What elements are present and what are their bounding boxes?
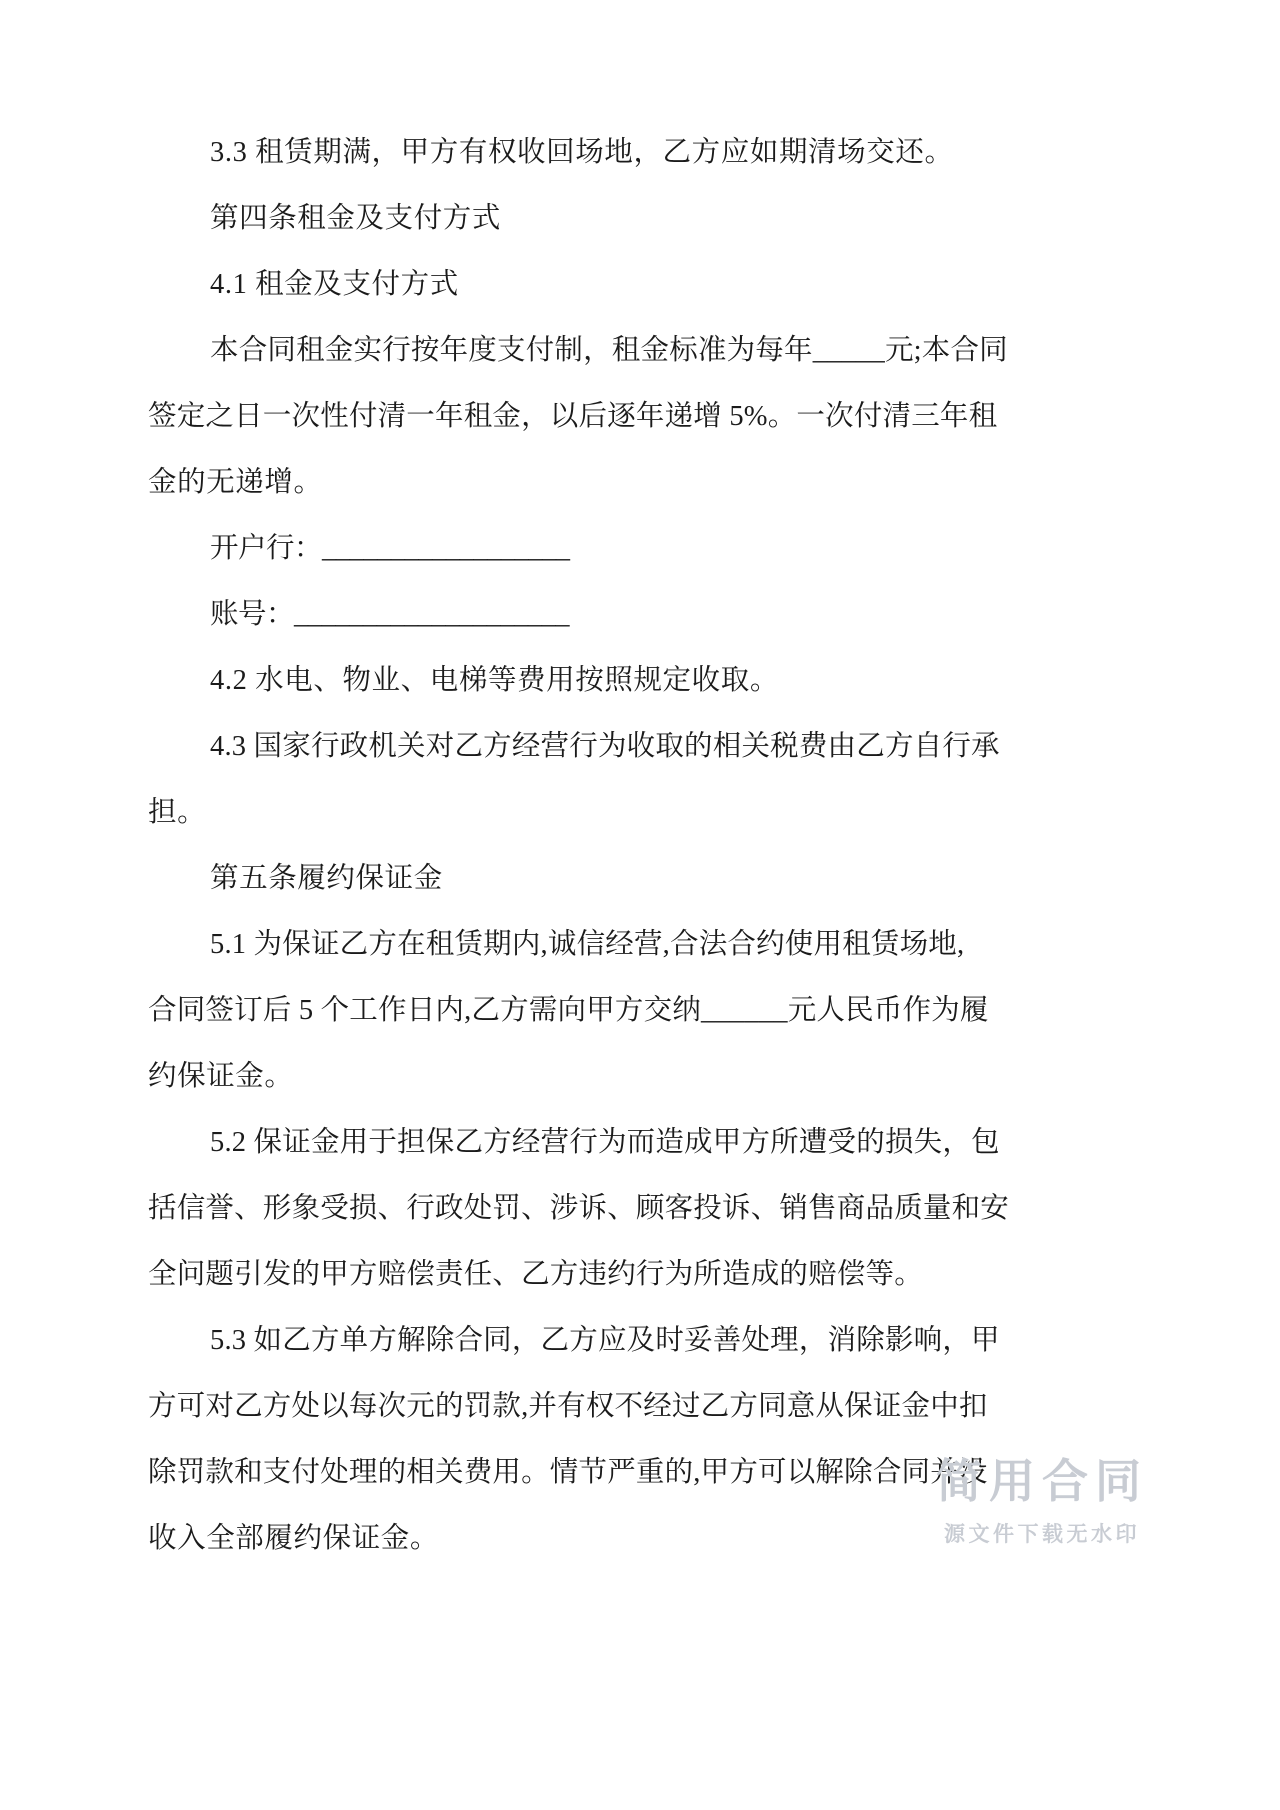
text-line: 账号：____________________ [210,599,570,630]
text-line: 合同签订后 5 个工作日内,乙方需向甲方交纳______元人民币作为履 [148,995,989,1026]
text-line: 4.2 水电、物业、电梯等费用按照规定收取。 [210,665,779,696]
text-line: 第四条租金及支付方式 [210,203,502,234]
text-line: 约保证金。 [148,1061,294,1092]
bank-name-field [148,516,1132,582]
paragraph-clause-3-3 [148,120,1132,186]
paragraph-clause-4-1-body [148,318,1132,516]
text-line: 4.1 租金及支付方式 [210,269,459,300]
paragraph-clause-5-2 [148,1110,1132,1308]
watermark-brand: 简用合同 [936,1454,1148,1509]
paragraph-clause-5-1 [148,912,1132,1110]
paragraph-article-4-heading [148,186,1132,252]
paragraph-clause-4-3 [148,714,1132,846]
text-line: 担。 [148,797,207,828]
paragraph-article-5-heading [148,846,1132,912]
text-line: 5.1 为保证乙方在租赁期内,诚信经营,合法合约使用租赁场地, [210,929,965,960]
paragraph-clause-4-2 [148,648,1132,714]
text-line: 第五条履约保证金 [210,863,443,894]
text-line: 签定之日一次性付清一年租金，以后逐年递增 5%。一次付清三年租 [148,401,998,432]
account-number-field [148,582,1132,648]
text-line: 收入全部履约保证金。 [148,1523,440,1554]
text-line: 本合同租金实行按年度支付制，租金标准为每年_____元;本合同 [210,335,1008,366]
text-line: 括信誉、形象受损、行政处罚、涉诉、顾客投诉、销售商品质量和安 [148,1193,1010,1224]
watermark-tagline: 源文件下载无水印 [944,1522,1140,1546]
paragraph-clause-4-1-heading [148,252,1132,318]
text-line: 3.3 租赁期满，甲方有权收回场地，乙方应如期清场交还。 [210,137,954,168]
text-line: 4.3 国家行政机关对乙方经营行为收取的相关税费由乙方自行承 [210,731,1000,762]
text-line: 全问题引发的甲方赔偿责任、乙方违约行为所造成的赔偿等。 [148,1259,923,1290]
text-line: 金的无递增。 [148,467,323,498]
text-line: 5.3 如乙方单方解除合同，乙方应及时妥善处理，消除影响，甲 [210,1325,1000,1356]
text-line: 5.2 保证金用于担保乙方经营行为而造成甲方所遭受的损失，包 [210,1127,1000,1158]
text-line: 方可对乙方处以每次元的罚款,并有权不经过乙方同意从保证金中扣 [148,1391,988,1422]
text-line: 除罚款和支付处理的相关费用。情节严重的,甲方可以解除合同并没 [148,1457,988,1488]
text-line: 开户行：__________________ [210,533,570,564]
paragraph-clause-5-3 [148,1308,1132,1572]
document-body [148,120,1132,1572]
